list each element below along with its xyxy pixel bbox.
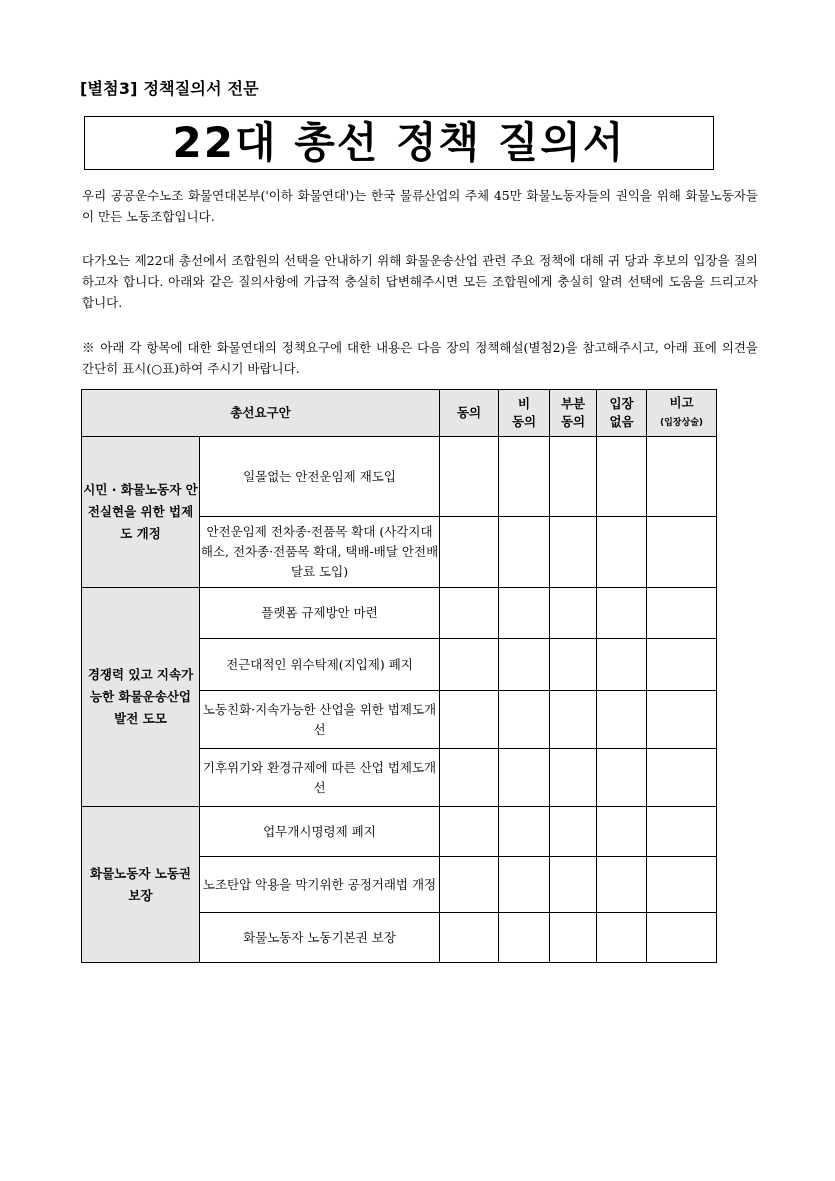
no-position-cell[interactable] (597, 437, 647, 517)
disagree-cell[interactable] (499, 639, 550, 691)
header-remark-line1: 비고 (669, 395, 694, 410)
no-position-cell[interactable] (597, 749, 647, 807)
partial-agree-cell[interactable] (550, 517, 597, 588)
agree-cell[interactable] (440, 913, 499, 963)
partial-agree-cell[interactable] (550, 691, 597, 749)
disagree-cell[interactable] (499, 437, 550, 517)
demand-item: 플랫폼 규제방안 마련 (200, 588, 440, 639)
no-position-cell[interactable] (597, 807, 647, 857)
demand-item: 업무개시명령제 폐지 (200, 807, 440, 857)
remark-cell[interactable] (647, 857, 717, 913)
header-disagree-line2: 동의 (511, 414, 537, 429)
partial-agree-cell[interactable] (550, 749, 597, 807)
category-cell: 화물노동자 노동권 보장 (82, 807, 200, 963)
demand-item: 노동친화·지속가능한 산업을 위한 법제도개선 (200, 691, 440, 749)
disagree-cell[interactable] (499, 749, 550, 807)
disagree-cell[interactable] (499, 691, 550, 749)
header-no-position (597, 390, 647, 437)
header-remark-line2: (입장상술) (660, 418, 704, 428)
demand-item: 일몰없는 안전운임제 재도입 (200, 437, 440, 517)
no-position-cell[interactable] (597, 913, 647, 963)
no-position-cell[interactable] (597, 857, 647, 913)
remark-cell[interactable] (647, 517, 717, 588)
note-paragraph: ※ 아래 각 항목에 대한 화물연대의 정책요구에 대한 내용은 다음 장의 정책해설(별첨2)을 참고해주시고, 아래 표에 의견을 간단히 표시(○표)하여 주시기 바랍니다. (82, 340, 758, 376)
remark-cell[interactable] (647, 691, 717, 749)
header-partial-line1: 부분 (560, 396, 586, 411)
header-partial (550, 390, 597, 437)
no-position-cell[interactable] (597, 517, 647, 588)
intro-paragraph: 우리 공공운수노조 화물연대본부('이하 화물연대')는 한국 물류산업의 주체 45만 화물노동자들의 권익을 위해 화물노동자들이 만든 노동조합입니다. (82, 188, 758, 224)
header-disagree (499, 390, 550, 437)
disagree-cell[interactable] (499, 807, 550, 857)
remark-cell[interactable] (647, 807, 717, 857)
no-position-cell[interactable] (597, 691, 647, 749)
partial-agree-cell[interactable] (550, 588, 597, 639)
remark-cell[interactable] (647, 588, 717, 639)
disagree-cell[interactable] (499, 517, 550, 588)
header-agree: 동의 (440, 390, 499, 437)
title-box (84, 116, 714, 170)
demand-item: 노조탄압 악용을 막기위한 공정거래법 개정 (200, 857, 440, 913)
partial-agree-cell[interactable] (550, 639, 597, 691)
remark-cell[interactable] (647, 639, 717, 691)
demand-item: 기후위기와 환경규제에 따른 산업 법제도개선 (200, 749, 440, 807)
header-nopos-line1: 입장 (609, 396, 634, 411)
agree-cell[interactable] (440, 749, 499, 807)
no-position-cell[interactable] (597, 588, 647, 639)
agree-cell[interactable] (440, 517, 499, 588)
partial-agree-cell[interactable] (550, 857, 597, 913)
category-cell: 경쟁력 있고 지속가능한 화물운송산업 발전 도모 (82, 588, 200, 807)
disagree-cell[interactable] (499, 913, 550, 963)
agree-cell[interactable] (440, 437, 499, 517)
header-disagree-line1: 비 (517, 396, 531, 411)
no-position-cell[interactable] (597, 639, 647, 691)
header-demand: 총선요구안 (82, 390, 440, 437)
demand-item: 화물노동자 노동기본권 보장 (200, 913, 440, 963)
partial-agree-cell[interactable] (550, 807, 597, 857)
agree-cell[interactable] (440, 588, 499, 639)
table-header-row (82, 390, 717, 437)
remark-cell[interactable] (647, 913, 717, 963)
agree-cell[interactable] (440, 807, 499, 857)
partial-agree-cell[interactable] (550, 913, 597, 963)
header-remark (647, 390, 717, 437)
agree-cell[interactable] (440, 857, 499, 913)
agree-cell[interactable] (440, 691, 499, 749)
disagree-cell[interactable] (499, 857, 550, 913)
purpose-paragraph: 다가오는 제22대 총선에서 조합원의 선택을 안내하기 위해 화물운송산업 관련 주요 정책에 대해 귀 당과 후보의 입장을 질의하고자 합니다. 아래와 같은 질의사항에 가급적 충실히 답변해주시면 모든 조합원에게 충실히 알려 선택에 도움을 드리고자 합니다. (82, 253, 758, 310)
header-partial-line2: 동의 (560, 414, 586, 429)
document-title: 22대 총선 정책 질의서 (172, 118, 626, 167)
demand-item: 전근대적인 위수탁제(지입제) 폐지 (200, 639, 440, 691)
remark-cell[interactable] (647, 437, 717, 517)
table-row (82, 437, 717, 517)
policy-survey-table (81, 389, 717, 963)
header-nopos-line2: 없음 (609, 414, 634, 429)
partial-agree-cell[interactable] (550, 437, 597, 517)
category-cell: 시민 · 화물노동자 안전실현을 위한 법제도 개정 (82, 437, 200, 588)
disagree-cell[interactable] (499, 588, 550, 639)
agree-cell[interactable] (440, 639, 499, 691)
attachment-heading: [별첨3] 정책질의서 전문 (80, 79, 259, 98)
remark-cell[interactable] (647, 749, 717, 807)
demand-item: 안전운임제 전차종·전품목 확대 (사각지대 해소, 전차종·전품목 확대, 택배-배달 안전배달료 도입) (200, 517, 440, 588)
table-row (82, 588, 717, 639)
table-row (82, 807, 717, 857)
